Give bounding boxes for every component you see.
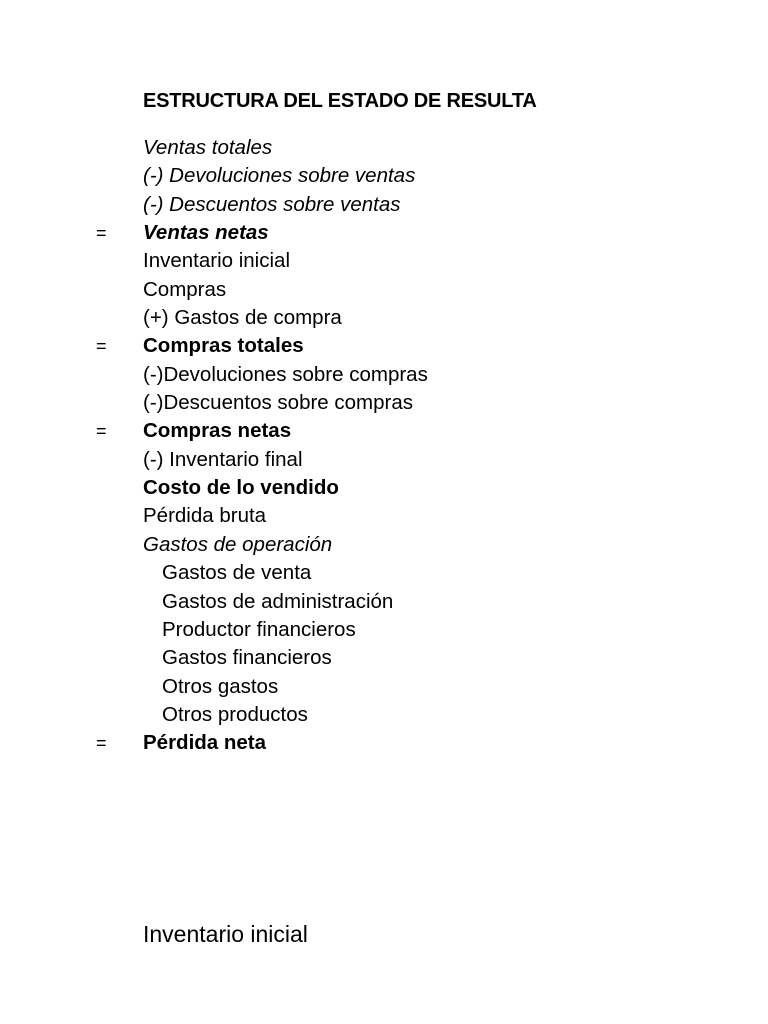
statement-line (0, 332, 768, 360)
document-title: ESTRUCTURA DEL ESTADO DE RESULTA (143, 90, 537, 112)
statement-line-text: (-)Devoluciones sobre compras (143, 362, 428, 386)
statement-line-text: (+) Gastos de compra (143, 306, 342, 330)
statement-line-text: Gastos de operación (143, 532, 333, 556)
statement-line-text: Otros productos (162, 702, 308, 726)
statement-line-text: (-)Descuentos sobre compras (143, 391, 414, 415)
statement-line-text: Productor financieros (162, 617, 356, 641)
statement-line (0, 361, 768, 389)
statement-line-text: Compras totales (143, 334, 304, 358)
statement-line-text: Otros gastos (162, 674, 279, 698)
statement-line (0, 474, 768, 502)
statement-line-text: Pérdida bruta (143, 504, 267, 528)
statement-line (0, 531, 768, 559)
statement-line (0, 389, 768, 417)
statement-line (0, 162, 768, 190)
statement-line-text: Compras netas (143, 419, 292, 443)
statement-line (0, 417, 768, 445)
statement-line (0, 729, 768, 757)
statement-line (0, 219, 768, 247)
statement-line-text: Gastos financieros (162, 646, 332, 670)
statement-line (0, 276, 768, 304)
statement-line (0, 616, 768, 644)
footer-text: Inventario inicial (143, 921, 308, 947)
statement-line (0, 502, 768, 530)
statement-line-text: (-) Devoluciones sobre ventas (143, 164, 416, 188)
statement-line-text: Ventas totales (143, 136, 273, 159)
statement-line-text: Compras (143, 277, 227, 301)
equals-sign: = (96, 223, 107, 244)
statement-line (0, 134, 768, 162)
statement-line-text: Ventas netas (143, 221, 269, 245)
statement-lines (0, 134, 768, 758)
statement-line-text: Gastos de administración (162, 589, 394, 613)
statement-line-text: Pérdida neta (143, 731, 267, 755)
statement-line (0, 673, 768, 701)
equals-sign: = (96, 336, 107, 357)
statement-line-text: Inventario inicial (143, 249, 290, 273)
statement-line (0, 247, 768, 275)
statement-line-text: (-) Inventario final (143, 447, 303, 471)
statement-line-text: (-) Descuentos sobre ventas (143, 192, 401, 216)
statement-line-text: Costo de lo vendido (143, 476, 339, 500)
statement-line (0, 644, 768, 672)
equals-sign: = (96, 733, 107, 754)
statement-line (0, 701, 768, 729)
equals-sign: = (96, 421, 107, 442)
statement-line (0, 559, 768, 587)
statement-line (0, 304, 768, 332)
statement-line-text: Gastos de venta (162, 561, 312, 585)
statement-line (0, 588, 768, 616)
statement-line (0, 446, 768, 474)
statement-line (0, 191, 768, 219)
